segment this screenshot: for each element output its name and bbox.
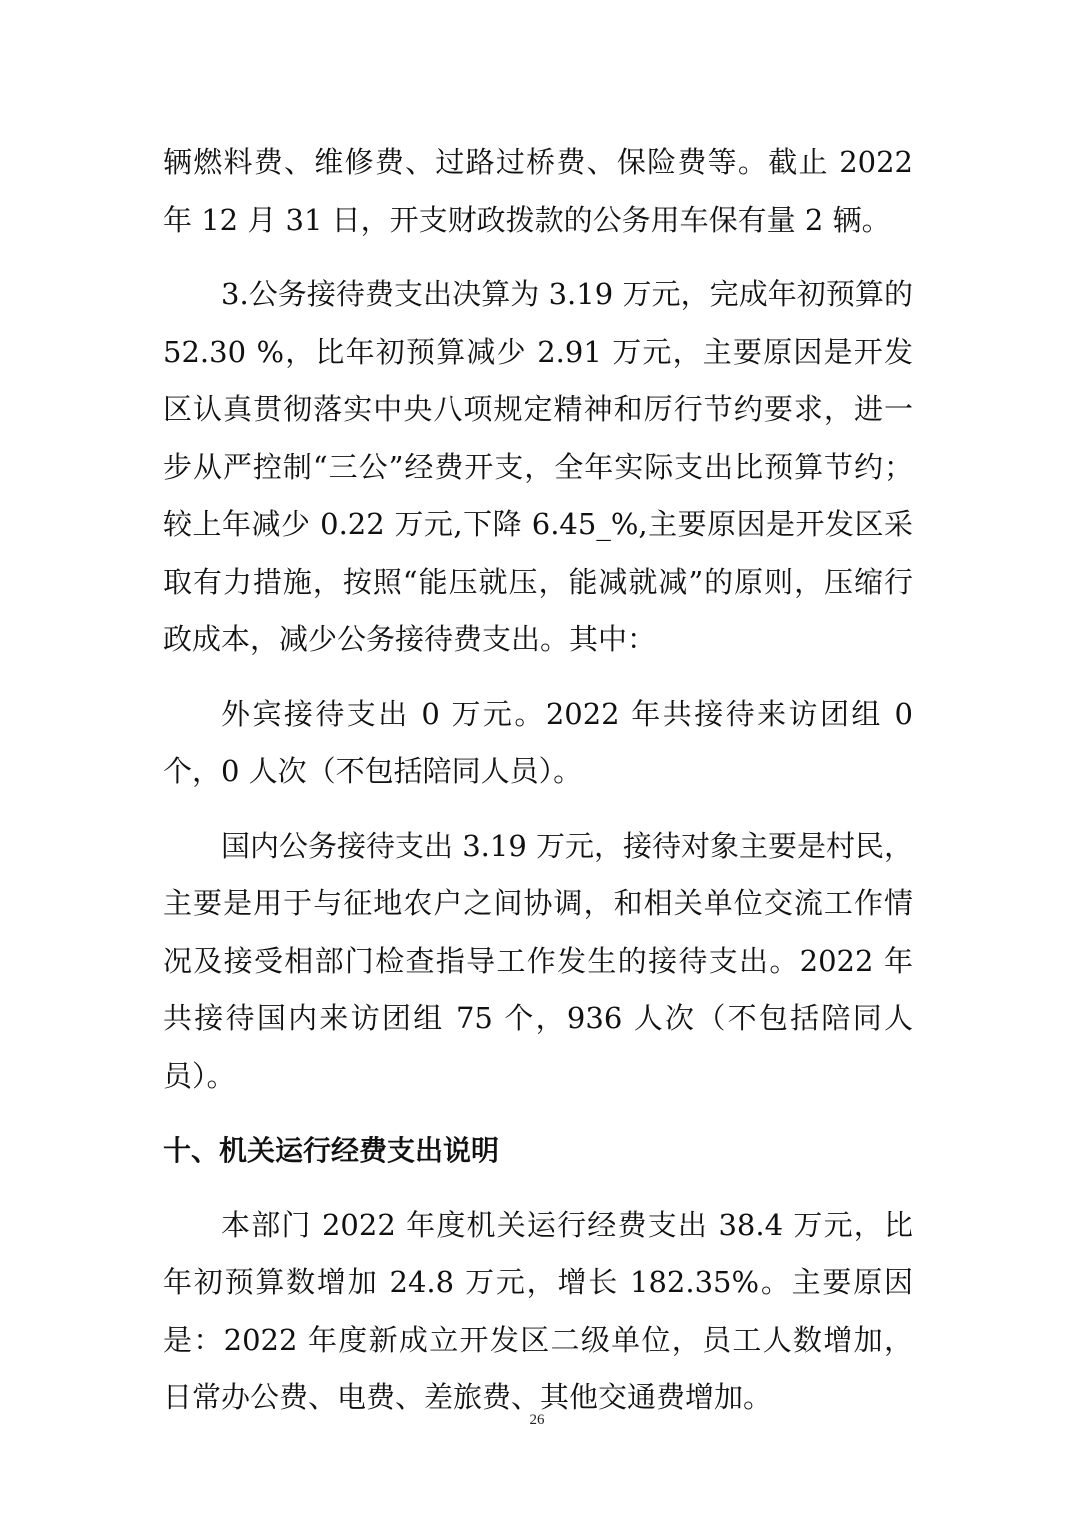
paragraph-reception-costs: 3.公务接待费支出决算为 3.19 万元，完成年初预算的 52.30 %，比年初预算减少 2.91 万元，主要原因是开发区认真贯彻落实中央八项规定精神和厉行节约要求，进一步从严控制“三公”经费开支，全年实际支出比预算节约；较上年减少 0.22 万元,下降 6.45_%,主要原因是开发区采取有力措施，按照“能压就压，能减就减”的原则，压缩行政成本，减少公务接待费支出。其中：	[163, 277, 913, 656]
paragraph-domestic-reception: 国内公务接待支出 3.19 万元，接待对象主要是村民，主要是用于与征地农户之间协调，和相关单位交流工作情况及接受相部门检查指导工作发生的接待支出。2022 年共接待国内来访团组 75 个，936 人次（不包括陪同人员）。	[163, 828, 914, 1093]
paragraph-foreign-reception: 外宾接待支出 0 万元。2022 年共接待来访团组 0 个，0 人次（不包括陪同人员）。	[163, 696, 913, 788]
document-body	[163, 134, 913, 1427]
paragraph-vehicle-costs: 辆燃料费、维修费、过路过桥费、保险费等。截止 2022 年 12 月 31 日，开支财政拨款的公务用车保有量 2 辆。	[163, 145, 913, 237]
section-heading: 十、机关运行经费支出说明	[163, 1134, 500, 1167]
paragraph-operating-costs: 本部门 2022 年度机关运行经费支出 38.4 万元，比年初预算数增加 24.8 万元，增长 182.35%。主要原因是：2022 年度新成立开发区二级单位，员工人数增加，日常办公费、电费、差旅费、其他交通费增加。	[163, 1207, 913, 1414]
page-number: 26	[529, 1412, 545, 1428]
